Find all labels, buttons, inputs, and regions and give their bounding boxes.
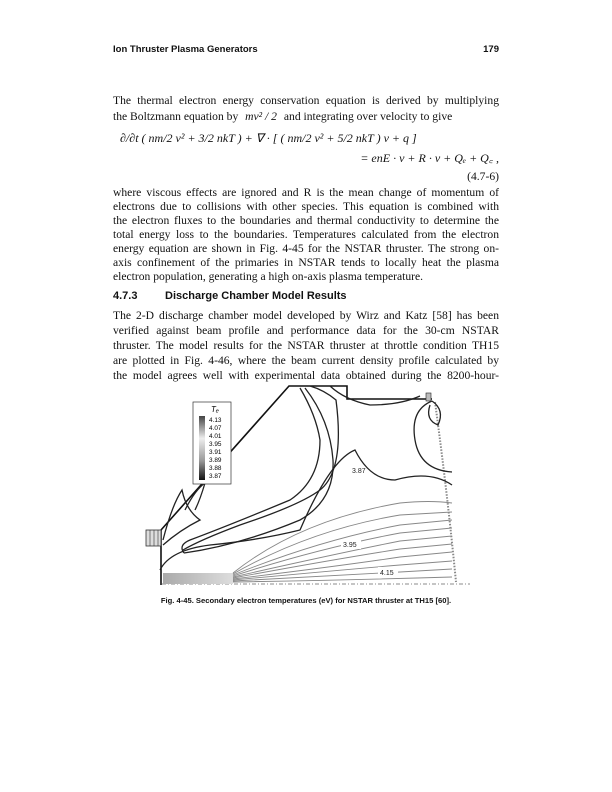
body-line: verified against beam profile and performance data for the 30-cm NSTAR <box>113 324 499 337</box>
body-line: thruster. The model results for the NSTAR thruster at throttle condition TH15 <box>113 339 499 352</box>
equation-rhs: = enE · v + R · v + Qₑ + Q꜀ , <box>360 151 499 165</box>
running-header: Ion Thruster Plasma Generators <box>113 44 258 55</box>
equation-lhs: ∂/∂t ( nm/2 v² + 3/2 nkT ) + ∇ · [ ( nm/2 v² + 5/2 nkT ) v + q ] <box>120 131 417 145</box>
grid-support <box>426 393 431 401</box>
body-line: where viscous effects are ignored and R is the mean change of momentum of <box>113 186 499 199</box>
legend-title: Tₑ <box>211 405 219 414</box>
cathode-block <box>146 530 161 546</box>
contour-label: 4.15 <box>380 570 394 577</box>
body-line: The 2-D discharge chamber model developed by Wirz and Katz [58] has been <box>113 309 499 322</box>
color-legend <box>193 402 231 484</box>
equation-number: (4.7-6) <box>467 170 499 183</box>
legend-value: 4.13 <box>209 417 222 424</box>
body-line: the electron fluxes to the boundaries and thermal conductivity to determine the <box>113 214 499 227</box>
body-line: are plotted in Fig. 4-46, where the beam current density profile calculated by <box>113 354 499 367</box>
contour-label: 3.87 <box>352 468 366 475</box>
section-number: 4.7.3 <box>113 290 138 302</box>
section-title: Discharge Chamber Model Results <box>165 290 347 302</box>
body-line: energy equation are shown in Fig. 4-45 for the NSTAR thruster. The strong on- <box>113 242 499 255</box>
legend-value: 3.87 <box>209 473 222 480</box>
body-line: electron population, generating a high on-axis plasma temperature. <box>113 270 424 283</box>
cathode-plume <box>163 573 233 584</box>
text: the Boltzmann equation by <box>113 110 239 123</box>
legend-value: 3.89 <box>209 457 222 464</box>
body-line: total energy loss to the boundaries. Temperatures calculated from the electron <box>113 228 499 241</box>
page-number: 179 <box>483 44 499 55</box>
legend-value: 3.95 <box>209 441 222 448</box>
legend-value: 4.07 <box>209 425 222 432</box>
body-line: electrons due to collisions with other species. This equation is combined with <box>113 200 499 213</box>
contour-label: 3.95 <box>343 542 357 549</box>
inline-math: mv² / 2 <box>245 110 277 123</box>
temperature-contour-figure <box>140 385 470 590</box>
legend-colorbar <box>199 416 205 480</box>
grid-boundary <box>435 402 456 582</box>
body-line: axis confinement of the primaries in NSTAR tends to locally heat the plasma <box>113 256 499 269</box>
legend-value: 3.88 <box>209 465 222 472</box>
section-heading <box>113 289 347 303</box>
legend-value: 4.01 <box>209 433 222 440</box>
text: and integrating over velocity to give <box>283 110 453 123</box>
figure-caption: Fig. 4-45. Secondary electron temperatures (eV) for NSTAR thruster at TH15 [60]. <box>160 596 452 605</box>
body-line: The thermal electron energy conservation equation is derived by multiplying <box>113 94 499 107</box>
body-line <box>113 110 499 124</box>
body-line: the model agrees well with experimental data obtained during the 8200-hour- <box>113 369 499 382</box>
legend-value: 3.91 <box>209 449 222 456</box>
